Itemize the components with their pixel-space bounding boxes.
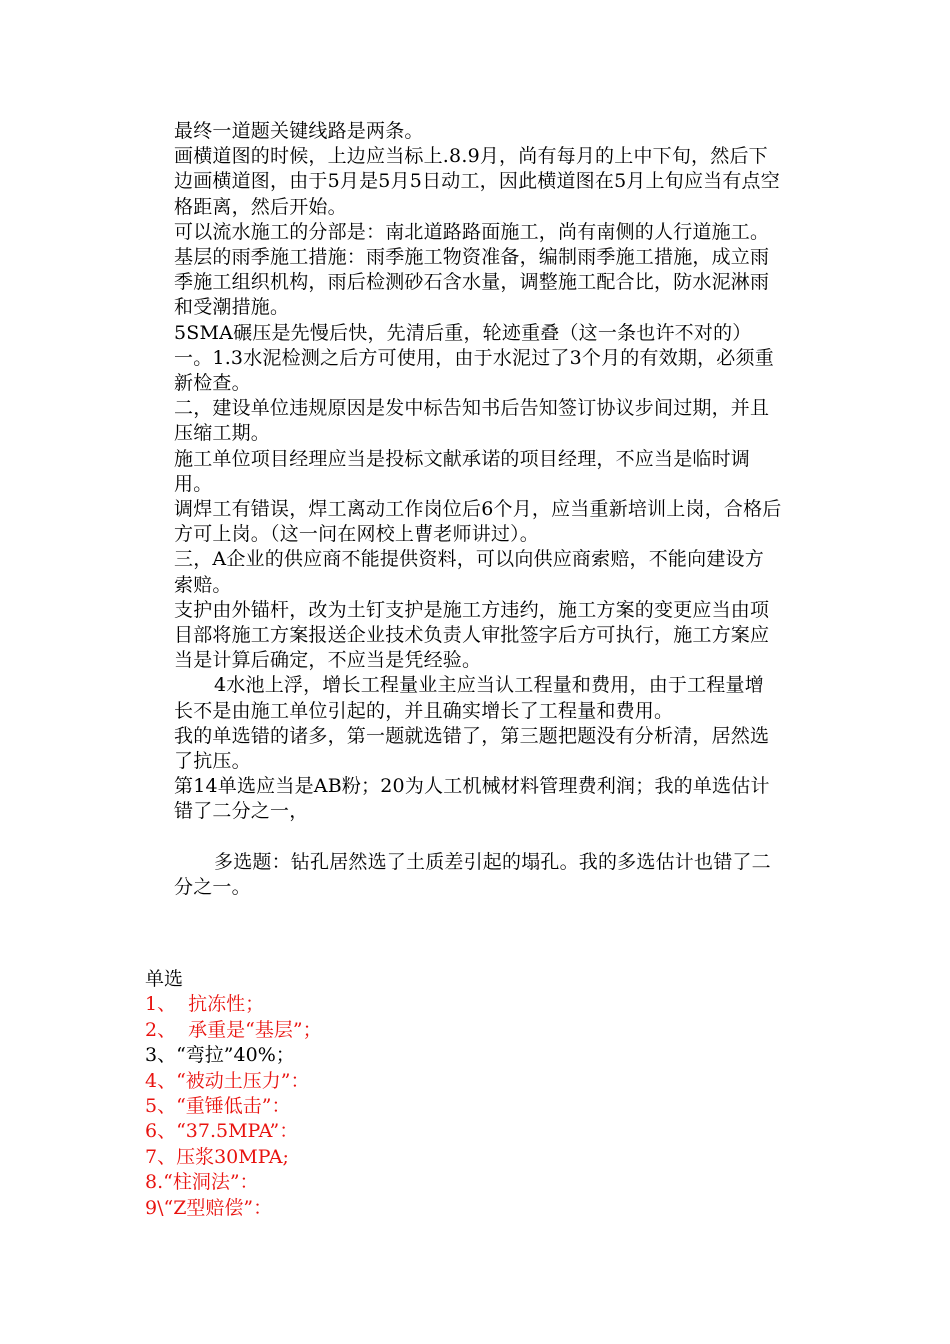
paragraph-support-change: 支护由外锚杆，改为土钉支护是施工方违约，施工方案的变更应当由项目部将施工方案报送企业技术负责人审批签字后方可执行，施工方案应当是计算后确定，不应当是凭经验。	[174, 598, 770, 672]
answer-item-7: 7、压浆30MPA;	[145, 1145, 289, 1168]
paragraph-sma-rolling: 5SMA碾压是先慢后快，先清后重，轮迹重叠（这一条也许不对的）	[174, 321, 752, 344]
answer-item-2: 2、 承重是“基层”；	[145, 1018, 322, 1041]
paragraph-pool-floating: 4水池上浮，增长工程量业主应当认工程量和费用，由于工程量增长不是由施工单位引起的，并且确实增长了工程量和费用。	[174, 674, 764, 722]
answer-item-6: 6、“37.5MPA”：	[145, 1120, 299, 1143]
paragraph-multi-choice: 多选题：钻孔居然选了土质差引起的塌孔。我的多选估计也错了二分之一。	[174, 850, 771, 899]
single-choice-list	[145, 967, 765, 1221]
answer-item-8: 8.“柱洞法”：	[145, 1171, 259, 1194]
paragraph-cement-testing: 一。1.3水泥检测之后方可使用，由于水泥过了3个月的有效期，必须重新检查。	[174, 346, 774, 395]
paragraph-question-14: 第14单选应当是AB粉；20为人工机械材料管理费利润；我的单选估计错了二分之一，	[174, 775, 770, 823]
paragraph-gantt-chart: 画横道图的时候，上边应当标上.8.9月，尚有每月的上中下旬，然后下边画横道图，由于5月是5月5日动工，因此横道图在5月上旬应当有点空格距离，然后开始。	[174, 145, 780, 218]
answer-item-4: 4、“被动土压力”：	[145, 1069, 310, 1092]
paragraph-supplier-claim: 三，A企业的供应商不能提供资料，可以向供应商索赔，不能向建设方索赔。	[174, 548, 764, 596]
answer-item-5: 5、“重锤低击”：	[145, 1095, 291, 1118]
single-choice-title: 单选	[145, 968, 184, 990]
paragraph-single-choice-errors: 我的单选错的诸多，第一题就选错了，第三题把题没有分析清，居然选了抗压。	[174, 724, 770, 773]
paragraph-welder: 调焊工有错误，焊工离动工作岗位后6个月，应当重新培训上岗，合格后方可上岗。（这一问在网校上曹老师讲过）。	[174, 498, 782, 546]
notes-body	[174, 119, 782, 900]
answer-item-1: 1、 抗冻性；	[145, 993, 265, 1016]
paragraph-owner-violation: 二，建设单位违规原因是发中标告知书后告知签订协议步间过期，并且压缩工期。	[174, 397, 770, 445]
answer-item-9: 9\“Z型赔偿”：	[145, 1196, 273, 1219]
paragraph-project-manager: 施工单位项目经理应当是投标文献承诺的项目经理，不应当是临时调用。	[174, 447, 751, 495]
paragraph-rainy-season: 基层的雨季施工措施：雨季施工物资准备，编制雨季施工措施，成立雨季施工组织机构，雨后检测砂石含水量，调整施工配合比，防水泥淋雨和受潮措施。	[174, 246, 770, 319]
blank-line	[174, 825, 782, 850]
paragraph-critical-path: 最终一道题关键线路是两条。	[174, 120, 424, 142]
paragraph-flow-construction: 可以流水施工的分部是：南北道路路面施工，尚有南侧的人行道施工。	[174, 220, 770, 243]
answer-item-3: 3、“弯拉”40%；	[145, 1044, 295, 1067]
